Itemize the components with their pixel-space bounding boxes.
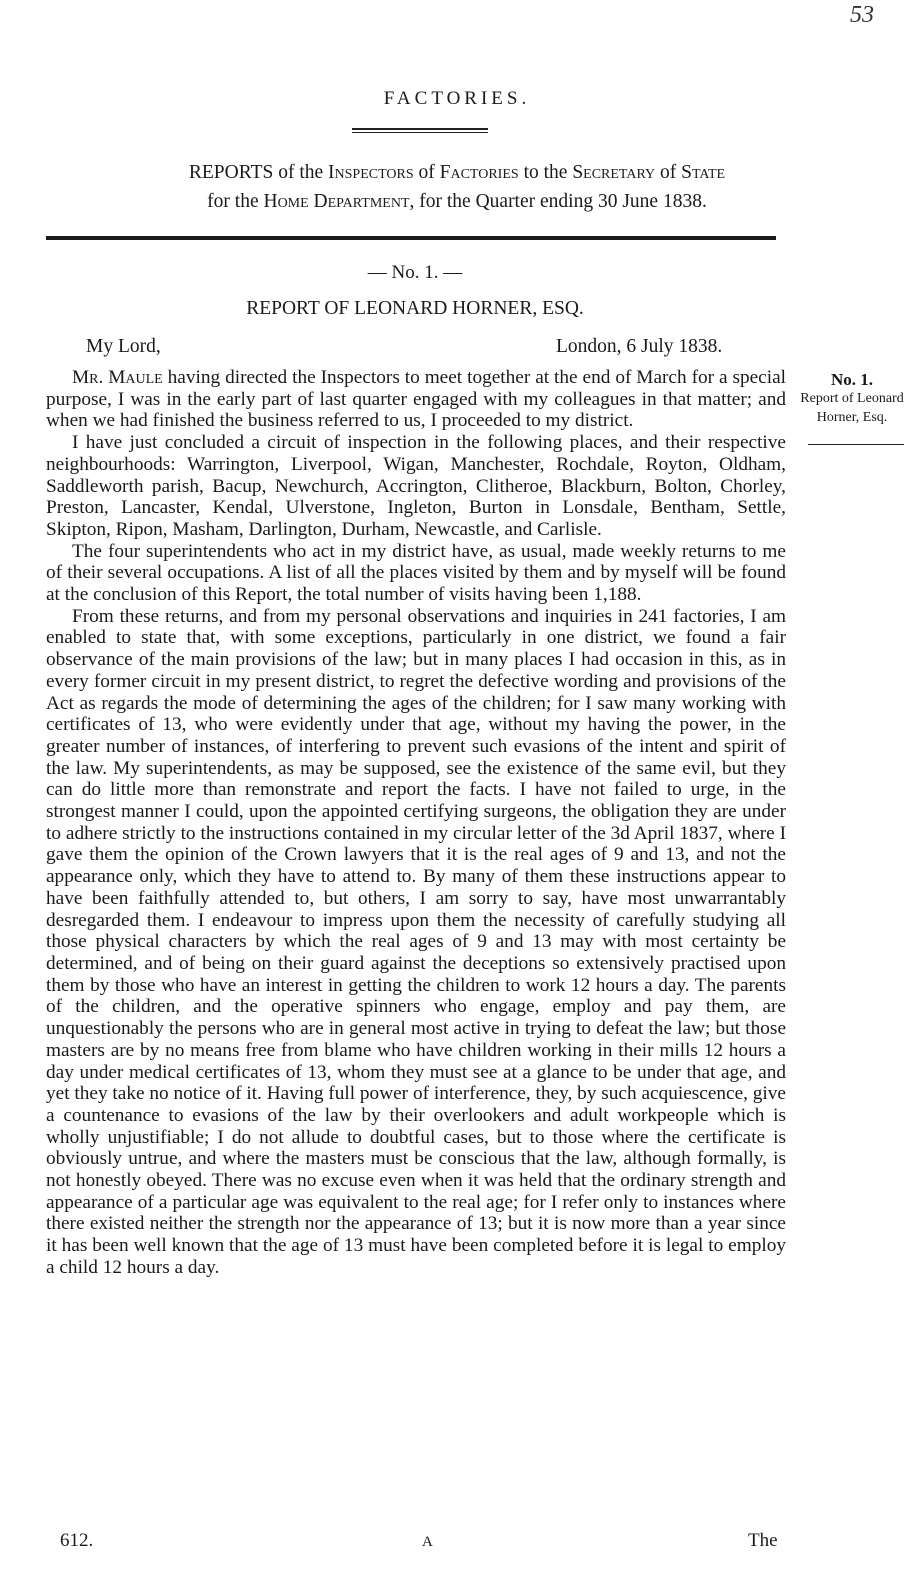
catchword: The (748, 1530, 778, 1551)
subtitle-secretary: Secretary (572, 162, 656, 183)
report-number: — No. 1. — (367, 262, 463, 283)
page-heading: FACTORIES. (383, 88, 531, 109)
signature-mark: A (422, 1534, 433, 1550)
paragraph: The four superintendents who act in my district have, as usual, made weekly returns to me of their several occupations. A list of all the places visited by them and by myself will be found at the conclusion of this Report, the total number of visits having been 1,188. (46, 540, 786, 606)
section-rule (46, 236, 776, 240)
subtitle-text: for the (207, 191, 264, 212)
paragraph-lead: Mr. Maule (72, 367, 163, 388)
salutation: My Lord, (86, 336, 161, 357)
paragraph: I have just concluded a circuit of inspection in the following places, and their respective neighbourhoods: Warrington, Liverpool, Wigan, Manchester, Rochdale, Royton, Oldham, Saddleworth parish, Bacup, Newchurch, Accrington, Clitheroe, Blackburn, Bolton, Chorley, Preston, Lancaster, Kendal, Ulverstone, Ingleton, Burton in Lonsdale, Bentham, Settle, Skipton, Ripon, Masham, Darlington, Durham, Newcastle, and Carlisle. (46, 432, 786, 540)
subtitle-text: to the (518, 162, 573, 183)
paragraph: From these returns, and from my personal observations and inquiries in 241 factories, I am enabled to state that, with some exceptions, particularly in one district, we found a fair observance of the main provisions of the law; but in many places I had occasion in this, as in every former circuit in my present district, to regret the defective wording and provisions of the Act as regards the mode of determining the ages of the children; for I saw many working with certificates of 13, who were evidently under that age, without my having the power, in the greater number of instances, of interfering to prevent such evasions of the intent and spirit of the law. My superintendents, as may be supposed, see the existence of the same evil, but they can do little more than remonstrate and report the facts. I have not failed to urge, in the strongest manner I could, upon the appointed certifying surgeons, the obligation they are under to adhere strictly to the instructions contained in my circular letter of the 3d April 1837, where I gave them the opinion of the Crown lawyers that it is the real ages of 9 and 13, and not the appearance only, which they have to attend to. By many of them these instructions appear to have been faithfully attended to, but others, I am sorry to say, have most unwarrantably desregarded them. I endeavour to impress upon them the necessity of carefully studying all those physical characters by which the real ages of 9 and 13 may with most certainty be determined, and of being on their guard against the deceptions so extensively practised upon them by those who have an interest in getting the children to work 12 hours a day. The parents of the children, and the operative spinners who engage, employ and pay them, are unquestionably the persons who are in general most active in trying to defeat the law; but those masters are by no means free from blame who have children working in their mills 12 hours a day under medical certificates of 13, whom they must see at a glance to be under that age, and yet they take no notice of it. Having full power of interference, they, by such acquiescence, give a countenance to evasions of the law by their overlookers and adult workpeople which is wholly unjustifiable; I do not allude to doubtful cases, but to those where the certificate is obviously untrue, and where the masters must be conscious that the law, although formally, is not honestly obeyed. There was no excuse even when it was held that the ordinary strength and appearance of a particular age was equivalent to the real age; for I refer only to instances where there existed neither the strength nor the appearance of 13; but it is now more than a year since it has been well known that the age of 13 must have been completed before it is legal to employ a child 12 hours a day. (46, 605, 786, 1278)
subtitle-text: of the (273, 162, 329, 183)
margin-note-rule (808, 444, 904, 445)
margin-note-line: Report of Leonard (800, 391, 904, 406)
page-number: 612. (60, 1530, 94, 1551)
paragraph (46, 367, 786, 432)
report-subtitle (40, 158, 874, 216)
subtitle-inspectors: Inspectors (328, 162, 414, 183)
margin-note-number: No. 1. (830, 370, 874, 389)
subtitle-quarter: , for the Quarter ending 30 June 1838. (409, 191, 707, 212)
subtitle-text: of (655, 162, 682, 183)
report-title: REPORT OF LEONARD HORNER, ESQ. (246, 298, 584, 319)
handwritten-folio-number: 53 (850, 2, 874, 28)
heading-rule (352, 128, 488, 133)
subtitle-text: of (413, 162, 440, 183)
margin-note (796, 370, 908, 427)
subtitle-state: State (681, 162, 726, 183)
report-body (46, 367, 786, 1279)
dateline: London, 6 July 1838. (556, 336, 723, 357)
subtitle-reports: REPORTS (188, 162, 274, 183)
subtitle-home-department: Home Department (263, 191, 410, 212)
subtitle-factories: Factories (439, 162, 519, 183)
margin-note-line: Horner, Esq. (816, 410, 888, 425)
paragraph-text: having directed the Inspectors to meet together at the end of March for a special purpose, I was in the early part of last quarter engaged with my colleagues in that matter; and when we had finished the business referred to us, I proceeded to my district. (46, 367, 787, 432)
